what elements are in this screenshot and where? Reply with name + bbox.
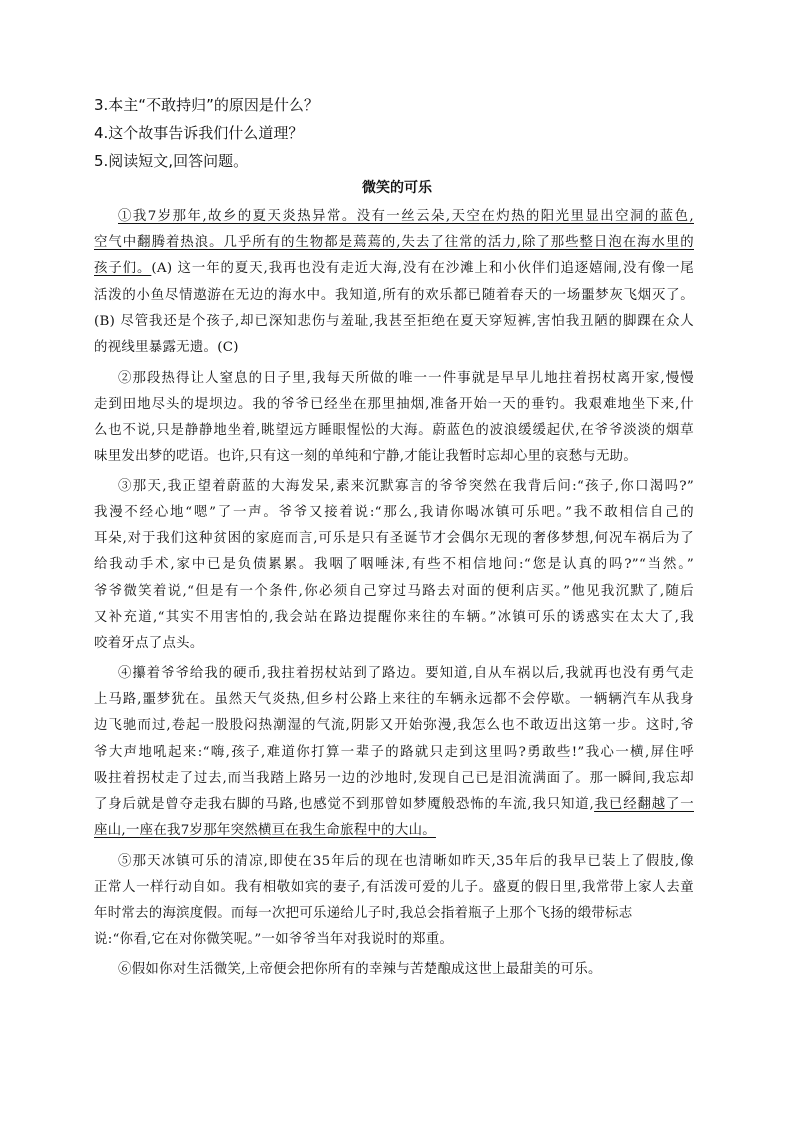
paragraph-3-line-7: 咬着牙点了点头。 xyxy=(94,636,204,651)
paragraph-1-line-1: ①我7岁那年,故乡的夏天炎热异常。没有一丝云朵,天空在灼热的阳光里显出空洞的蓝色, xyxy=(118,209,694,224)
passage-title: 微笑的可乐 xyxy=(362,180,432,196)
paragraph-1-line-2: 空气中翻腾着热浪。几乎所有的生物都是蔫蔫的,失去了往常的活力,除了那些整日泡在海水里的 xyxy=(94,235,694,250)
paragraph-4-line-4: 爷大声地吼起来:“嗨,孩子,难道你打算一辈子的路就只走到这里吗?勇敢些!”我心一横,屏住呼 xyxy=(94,745,694,760)
paragraph-1-line-6: 的视线里暴露无遗。(C) xyxy=(94,340,239,355)
paragraph-4-line-3: 边飞驰而过,卷起一股股闷热潮湿的气流,阴影又开始弥漫,我怎么也不敢迈出这第一步。这时,爷 xyxy=(94,718,694,733)
paragraph-1-line-3: 孩子们。(A) 这一年的夏天,我再也没有走近大海,没有在沙滩上和小伙伴们追逐嬉闹,没有像一尾 xyxy=(94,261,694,276)
paragraph-3-line-3: 耳朵,对于我们这种贫困的家庭而言,可乐是只有圣诞节才会偶尔无现的奢侈梦想,何况车祸后为了 xyxy=(94,531,694,546)
paragraph-3-line-6: 又补充道,“其实不用害怕的,我会站在路边提醒你来往的车辆。”冰镇可乐的诱惑实在太大了,我 xyxy=(94,610,694,625)
paragraph-3-line-2: 我漫不经心地“嗯”了一声。爷爷又接着说:“那么,我请你喝冰镇可乐吧。”我不敢相信自己的 xyxy=(94,505,694,520)
paragraph-2-line-3: 么也不说,只是静静地坐着,眺望远方睡眼惺忪的大海。蔚蓝色的波浪缓缓起伏,在爷爷淡淡的烟草 xyxy=(94,423,694,438)
paragraph-4-line-1: ④攥着爷爷给我的硬币,我拄着拐杖站到了路边。要知道,自从车祸以后,我就再也没有勇气走 xyxy=(118,666,694,681)
paragraph-3-line-5: 爷爷微笑着说,“但是有一个条件,你必须自己穿过马路去对面的便利店买。”他见我沉默了,随后 xyxy=(94,584,694,599)
paragraph-4-line-7: 座山,一座在我7岁那年突然横亘在我生命旅程中的大山。 xyxy=(94,823,436,838)
paragraph-4-line-2: 上马路,噩梦犹在。虽然天气炎热,但乡村公路上来往的车辆永远都不会停歇。一辆辆汽车从我身 xyxy=(94,692,694,707)
paragraph-3-line-4: 给我动手术,家中已是负债累累。我咽了咽唾沫,有些不相信地问:“您是认真的吗?”“当然。” xyxy=(94,557,694,572)
question-4: 4.这个故事告诉我们什么道理？ xyxy=(94,124,304,142)
paragraph-1-line-5: (B) 尽管我还是个孩子,却已深知悲伤与羞耻,我甚至拒绝在夏天穿短裤,害怕我丑陋的脚踝在众人 xyxy=(94,314,694,329)
paragraph-4-line-5: 吸拄着拐杖走了过去,而当我踏上路另一边的沙地时,发现自己已是泪流满面了。那一瞬间,我忘却 xyxy=(94,771,694,786)
paragraph-5-line-4: 说:“你看,它在对你微笑呢。”一如爷爷当年对我说时的郑重。 xyxy=(94,932,454,947)
paragraph-2-line-4: 味里发出梦的呓语。也许,只有这一刻的单纯和宁静,才能让我暂时忘却心里的哀愁与无助。 xyxy=(94,449,638,464)
underlined-phrase: 孩子们。 xyxy=(94,261,152,276)
question-3: 3.本主“不敢持归”的原因是什么？ xyxy=(94,96,319,114)
paragraph-2-line-1: ②那段热得让人窒息的日子里,我每天所做的唯一一件事就是早早儿地拄着拐杖离开家,慢慢 xyxy=(118,371,694,386)
paragraph-5-line-1: ⑤那天冰镇可乐的清凉,即使在35年后的现在也清晰如昨天,35年后的我早已装上了假肢,像 xyxy=(118,854,694,869)
paragraph-4-line-6: 了身后就是曾夺走我右脚的马路,也感觉不到那曾如梦魇般恐怖的车流,我只知道,我已经翻越了一 xyxy=(94,797,694,812)
paragraph-1-line-4: 活泼的小鱼尽情遨游在无边的海水中。我知道,所有的欢乐都已随着春天的一场噩梦灰飞烟灭了。 xyxy=(94,288,694,303)
paragraph-5-line-2: 正常人一样行动自如。我有相敬如宾的妻子,有活泼可爱的儿子。盛夏的假日里,我常带上家人去童 xyxy=(94,880,694,895)
question-5: 5.阅读短文,回答问题。 xyxy=(94,152,249,170)
paragraph-5-line-3: 年时常去的海滨度假。而每一次把可乐递给儿子时,我总会指着瓶子上那个飞扬的缎带标志 xyxy=(94,906,633,921)
paragraph-6-line-1: ⑥假如你对生活微笑,上帝便会把你所有的幸辣与苦楚酿成这世上最甜美的可乐。 xyxy=(118,962,602,977)
underlined-phrase: 我已经翻越了一 xyxy=(594,797,694,812)
paragraph-3-line-1: ③那天,我正望着蔚蓝的大海发呆,素来沉默寡言的爷爷突然在我背后问:“孩子,你口渴吗?” xyxy=(118,479,694,494)
paragraph-2-line-2: 走到田地尽头的堤坝边。我的爷爷已经坐在那里抽烟,准备开始一天的垂钓。我艰难地坐下来,什 xyxy=(94,397,694,412)
